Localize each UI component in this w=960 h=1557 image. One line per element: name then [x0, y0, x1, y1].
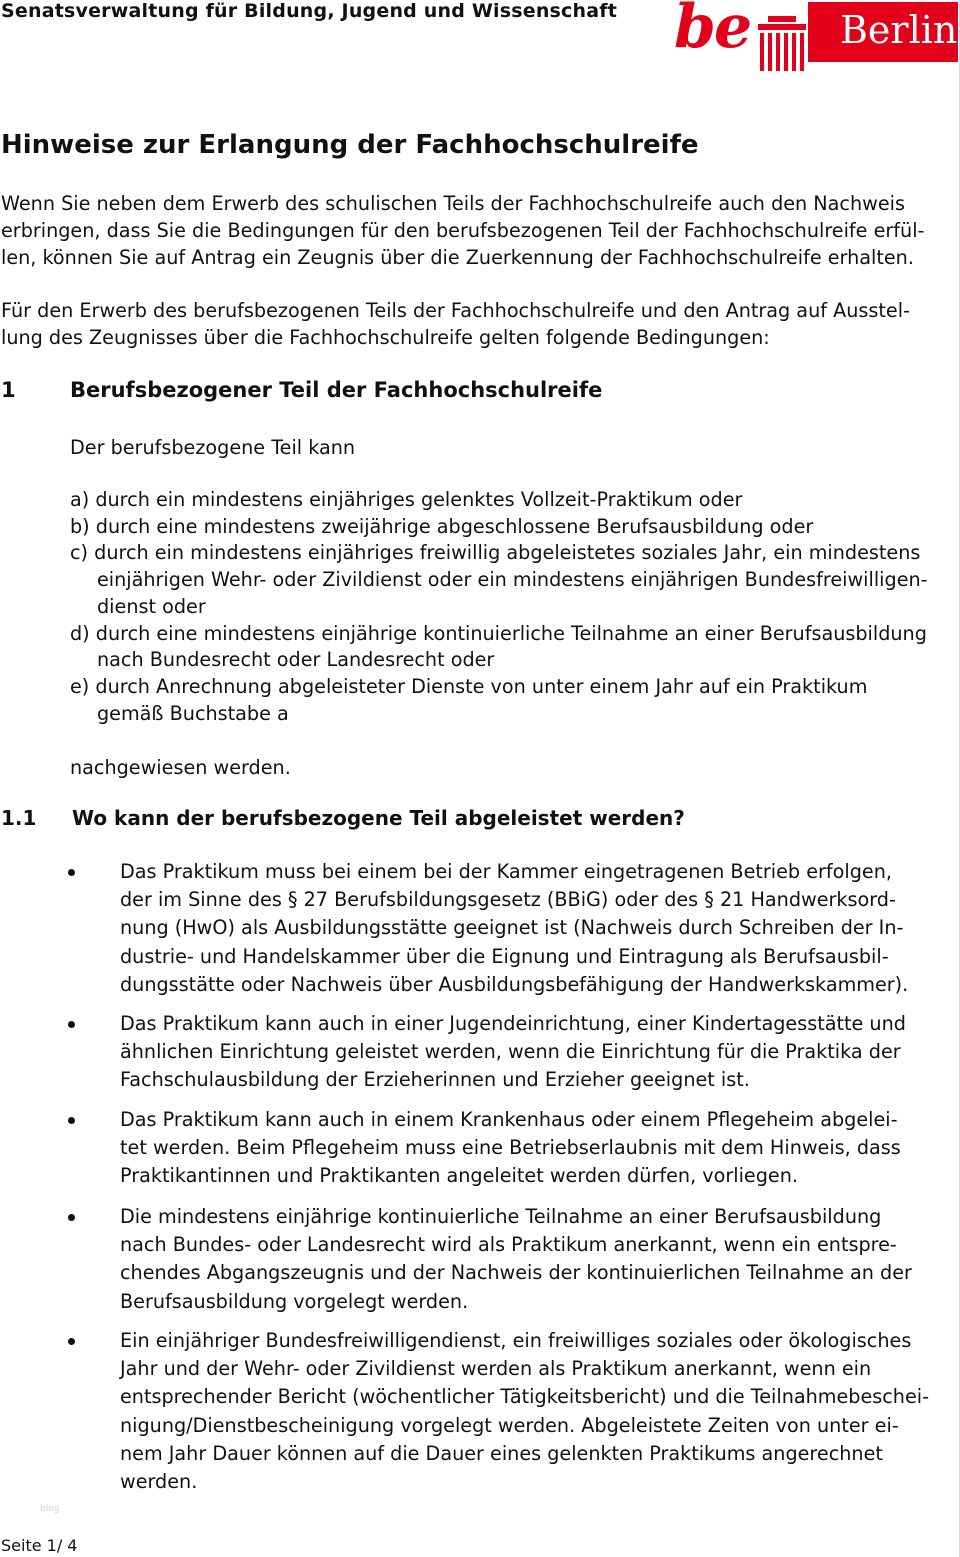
- bullet-marker: [68, 1214, 78, 1221]
- text-line: Die mindestens einjährige kontinuierliche Teilnahme an einer Berufsausbildung: [120, 1205, 882, 1228]
- logo-berlin-text: Berlin: [840, 8, 958, 52]
- text-line: dustrie- und Handelskammer über die Eignung und Eintragung als Berufsausbil-: [120, 944, 889, 968]
- section-number: 1: [1, 378, 16, 402]
- bullet-item: [120, 858, 910, 999]
- text-line: dungsstätte oder Nachweis über Ausbildungsbefähigung der Handwerkskammer).: [120, 972, 909, 996]
- list-item: a) durch ein mindestens einjähriges gelenktes Vollzeit-Praktikum oder: [70, 488, 743, 511]
- text-line: ähnlichen Einrichtung geleistet werden, wenn die Einrichtung für die Praktika der: [120, 1040, 901, 1064]
- list-item-continuation: nach Bundesrecht oder Landesrecht oder: [97, 648, 495, 672]
- text-line: Jahr und der Wehr- oder Zivildienst werden als Praktikum anerkannt, wenn ein: [120, 1357, 872, 1381]
- text-line: Das Praktikum kann auch in einem Krankenhaus oder einem Pflegeheim abgelei-: [120, 1108, 898, 1131]
- text-line: Das Praktikum kann auch in einer Jugendeinrichtung, einer Kindertagesstätte und: [120, 1012, 906, 1035]
- authority-name: Senatsverwaltung für Bildung, Jugend und Wissenschaft: [1, 0, 618, 22]
- list-item-continuation: gemäß Buchstabe a: [97, 701, 289, 725]
- brandenburg-gate-icon: [754, 16, 810, 72]
- berlin-logo: [674, 2, 960, 74]
- section-lead: Der berufsbezogene Teil kann: [70, 436, 356, 459]
- logo-be-text: be: [674, 0, 751, 62]
- requirement-list: [70, 487, 928, 727]
- list-item-continuation: dienst oder: [97, 594, 206, 618]
- text-line: nach Bundes- oder Landesrecht wird als Praktikum anerkannt, wenn ein entspre-: [120, 1233, 897, 1257]
- document-title: Hinweise zur Erlangung der Fachhochschulreife: [1, 130, 699, 160]
- text-line: der im Sinne des § 27 Berufsbildungsgesetz (BBiG) oder des § 21 Handwerksord-: [120, 888, 896, 912]
- bullet-marker: [68, 1117, 78, 1124]
- text-line: Fachschulausbildung der Erzieherinnen und Erzieher geeignet ist.: [120, 1068, 750, 1092]
- bullet-item: [120, 1203, 910, 1316]
- intro-paragraph-2: [1, 297, 921, 351]
- text-line: nem Jahr Dauer können auf die Dauer eines gelenkten Praktikums angerechnet: [120, 1441, 883, 1465]
- bullet-item: [120, 1010, 910, 1095]
- text-line: werden.: [120, 1470, 198, 1494]
- text-line: erbringen, dass Sie die Bedingungen für den berufsbezogenen Teil der Fachhochschulreife erfül-: [1, 219, 925, 242]
- bullet-marker: [68, 1021, 78, 1028]
- list-item: b) durch eine mindestens zweijährige abgeschlossene Berufsausbildung oder: [70, 514, 814, 538]
- text-line: Wenn Sie neben dem Erwerb des schulischen Teils der Fachhochschulreife auch den Nachweis: [1, 192, 905, 215]
- text-line: Das Praktikum muss bei einem bei der Kammer eingetragenen Betrieb erfolgen,: [120, 860, 892, 883]
- text-line: Für den Erwerb des berufsbezogenen Teils der Fachhochschulreife und den Antrag auf Ausstel-: [1, 299, 910, 322]
- text-line: len, können Sie auf Antrag ein Zeugnis über die Zuerkennung der Fachhochschulreife erhalten.: [1, 246, 914, 269]
- text-line: Berufsausbildung vorgelegt werden.: [120, 1289, 469, 1313]
- text-line: lung des Zeugnisses über die Fachhochschulreife gelten folgende Bedingungen:: [1, 326, 770, 349]
- bullet-marker: [68, 1338, 78, 1345]
- intro-paragraph-1: [1, 190, 925, 271]
- bullet-marker: [68, 869, 78, 876]
- text-line: Ein einjähriger Bundesfreiwilligendienst, ein freiwilliges soziales oder ökologisches: [120, 1329, 912, 1352]
- subsection-number: 1.1: [1, 806, 37, 830]
- list-item: e) durch Anrechnung abgeleisteter Dienste von unter einem Jahr auf ein Praktikum: [70, 674, 868, 698]
- list-item: d) durch eine mindestens einjährige kontinuierliche Teilnahme an einer Berufsausbildung: [70, 621, 927, 645]
- list-item: c) durch ein mindestens einjähriges freiwillig abgeleistetes soziales Jahr, ein mindestens: [70, 541, 921, 565]
- text-line: nung (HwO) als Ausbildungsstätte geeignet ist (Nachweis durch Schreiben der In-: [120, 916, 904, 940]
- text-line: tet werden. Beim Pflegeheim muss eine Betriebserlaubnis mit dem Hinweis, dass: [120, 1136, 901, 1160]
- bullet-item: [120, 1327, 930, 1496]
- bullet-item: [120, 1106, 910, 1191]
- section-title: Berufsbezogener Teil der Fachhochschulreife: [70, 378, 603, 402]
- page-number: Seite 1/ 4: [1, 1536, 78, 1555]
- list-item-continuation: einjährigen Wehr- oder Zivildienst oder ein mindestens einjährigen Bundesfreiwilligen-: [97, 568, 928, 592]
- text-line: entsprechender Bericht (wöchentlicher Tätigkeitsbericht) und die Teilnahmebeschei-: [120, 1385, 930, 1409]
- text-line: Praktikantinnen und Praktikanten angeleitet werden dürfen, vorliegen.: [120, 1164, 798, 1188]
- text-line: chendes Abgangszeugnis und der Nachweis der kontinuierlichen Teilnahme an der: [120, 1261, 912, 1285]
- section-closing: nachgewiesen werden.: [70, 756, 291, 779]
- subsection-title: Wo kann der berufsbezogene Teil abgeleistet werden?: [72, 806, 685, 830]
- watermark: blog: [40, 1504, 60, 1514]
- text-line: nigung/Dienstbescheinigung vorgelegt werden. Abgeleistete Zeiten von unter ei-: [120, 1413, 899, 1437]
